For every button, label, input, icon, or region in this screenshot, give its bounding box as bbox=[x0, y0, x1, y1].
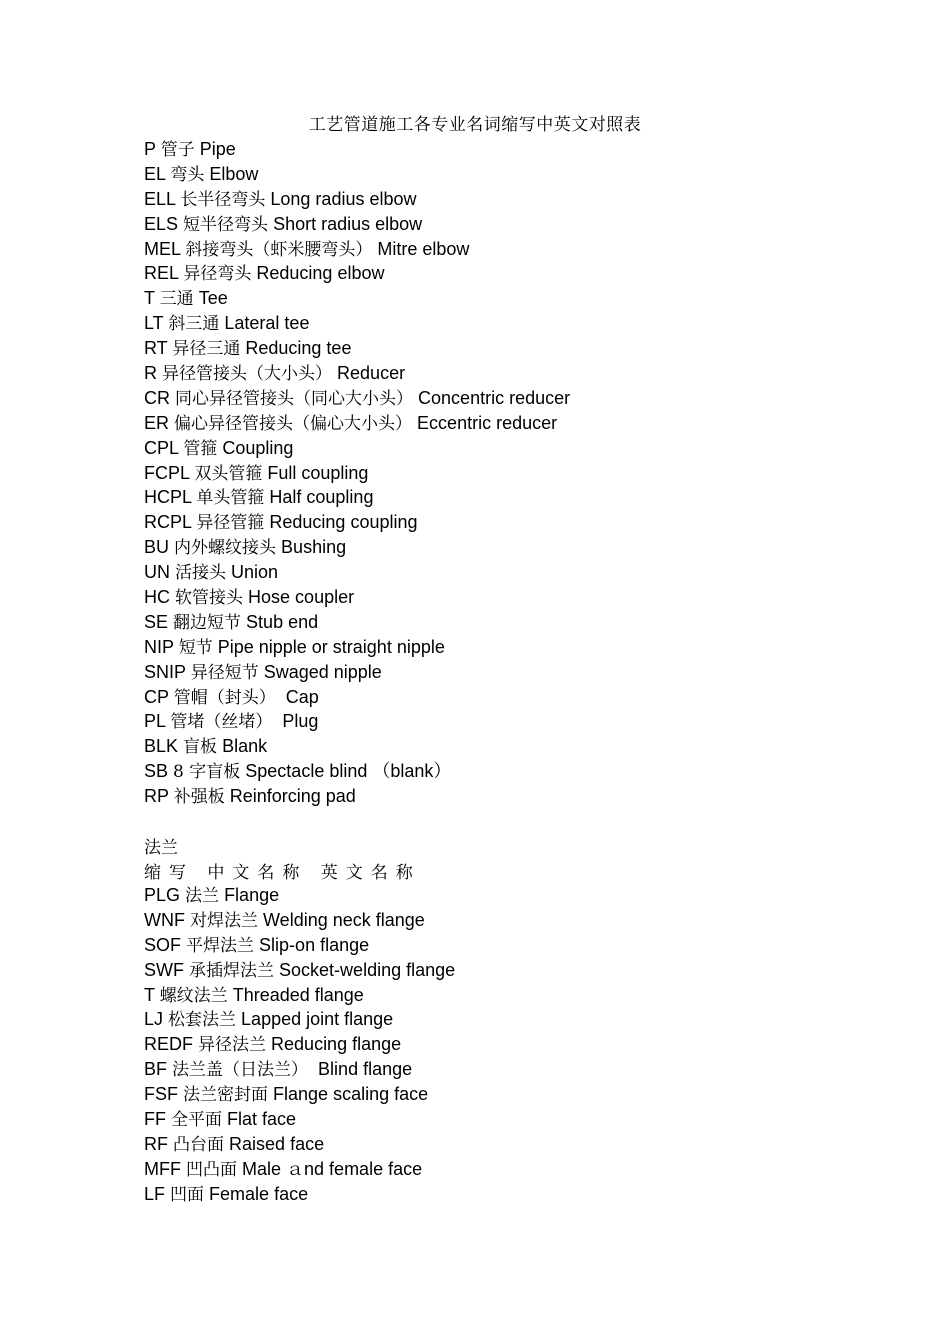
pipe-fittings-list bbox=[144, 137, 570, 809]
term-english-name: Pipe nipple or straight nipple bbox=[217, 636, 445, 657]
term-abbreviation: UN bbox=[144, 562, 170, 583]
term-abbreviation: REL bbox=[144, 263, 179, 284]
term-chinese-name: 管堵（丝堵） bbox=[170, 712, 273, 733]
term-abbreviation: T bbox=[144, 984, 155, 1005]
term-entry bbox=[144, 411, 570, 436]
term-english-name: Union bbox=[231, 562, 279, 583]
term-chinese-name: 短节 bbox=[178, 637, 213, 658]
term-abbreviation: EL bbox=[144, 163, 166, 184]
term-english-name: Coupling bbox=[222, 437, 294, 458]
term-entry bbox=[144, 883, 455, 908]
term-entry bbox=[144, 1107, 455, 1132]
term-english-name: Cap bbox=[280, 686, 319, 707]
term-entry bbox=[144, 635, 570, 660]
term-english-name: Male ａnd female face bbox=[242, 1158, 423, 1179]
term-english-name: Half coupling bbox=[269, 487, 374, 508]
term-abbreviation: NIP bbox=[144, 636, 174, 657]
term-entry bbox=[144, 734, 570, 759]
term-abbreviation: CP bbox=[144, 686, 169, 707]
term-entry bbox=[144, 212, 570, 237]
term-chinese-name: 双头管箍 bbox=[194, 463, 263, 484]
term-abbreviation: MFF bbox=[144, 1158, 181, 1179]
term-chinese-name: 承插焊法兰 bbox=[189, 960, 275, 981]
term-chinese-name: 管帽（封头） bbox=[173, 687, 276, 708]
term-english-name: Tee bbox=[198, 288, 228, 309]
term-entry bbox=[144, 983, 455, 1008]
term-abbreviation: R bbox=[144, 363, 157, 384]
term-entry bbox=[144, 1007, 455, 1032]
term-entry bbox=[144, 1132, 455, 1157]
term-abbreviation: SB bbox=[144, 761, 169, 782]
term-entry bbox=[144, 660, 570, 685]
term-chinese-name: 活接头 bbox=[175, 563, 227, 584]
term-chinese-name: 全平面 bbox=[171, 1110, 223, 1131]
term-abbreviation: RP bbox=[144, 786, 169, 807]
term-chinese-name: 法兰密封面 bbox=[183, 1085, 269, 1106]
term-abbreviation: PLG bbox=[144, 885, 181, 905]
term-entry bbox=[144, 933, 455, 958]
term-english-name: Reinforcing pad bbox=[229, 786, 356, 807]
term-abbreviation: PL bbox=[144, 711, 166, 732]
term-entry bbox=[144, 311, 570, 336]
term-entry bbox=[144, 361, 570, 386]
term-english-name: Blind flange bbox=[313, 1059, 413, 1080]
term-chinese-name: 补强板 bbox=[173, 787, 225, 808]
term-english-name: Short radius elbow bbox=[273, 213, 423, 234]
term-abbreviation: REDF bbox=[144, 1034, 193, 1055]
term-chinese-name: 异径管接头（大小头） bbox=[162, 364, 333, 385]
term-entry bbox=[144, 958, 455, 983]
term-entry bbox=[144, 1157, 455, 1182]
term-chinese-name: 凹凸面 bbox=[186, 1159, 237, 1180]
term-english-name: Flange scaling face bbox=[273, 1084, 429, 1105]
term-abbreviation: HCPL bbox=[144, 487, 192, 508]
term-english-name: Welding neck flange bbox=[263, 909, 425, 930]
term-english-name: Stub end bbox=[246, 611, 319, 632]
term-chinese-name: 松套法兰 bbox=[168, 1010, 237, 1031]
term-chinese-name: 三通 bbox=[159, 289, 194, 310]
flange-column-headers: 缩写 中文名称 英文名称 bbox=[144, 863, 421, 883]
document-title: 工艺管道施工各专业名词缩写中英文对照表 bbox=[308, 115, 642, 135]
term-abbreviation: CR bbox=[144, 387, 170, 408]
term-chinese-name: 异径法兰 bbox=[198, 1035, 267, 1056]
flange-section-heading: 法兰 bbox=[144, 838, 178, 858]
term-entry bbox=[144, 709, 570, 734]
term-entry bbox=[144, 610, 570, 635]
term-chinese-name: 对焊法兰 bbox=[190, 910, 258, 931]
term-english-name: Flat face bbox=[227, 1109, 297, 1130]
term-english-name: Concentric reducer bbox=[418, 387, 571, 408]
term-abbreviation: MEL bbox=[144, 238, 181, 259]
term-abbreviation: T bbox=[144, 288, 155, 309]
term-entry bbox=[144, 436, 570, 461]
term-abbreviation: HC bbox=[144, 587, 170, 608]
term-chinese-name: 翻边短节 bbox=[173, 612, 242, 633]
term-chinese-name: 盲板 bbox=[183, 737, 218, 758]
term-abbreviation: BF bbox=[144, 1059, 168, 1080]
term-entry bbox=[144, 286, 570, 311]
term-english-name: Spectacle blind （blank） bbox=[245, 761, 452, 782]
term-abbreviation: CPL bbox=[144, 437, 179, 458]
term-english-name: Pipe bbox=[199, 139, 236, 159]
term-english-name: Hose coupler bbox=[248, 587, 355, 608]
term-abbreviation: ELS bbox=[144, 213, 179, 234]
flange-list bbox=[144, 883, 455, 1207]
term-english-name: Mitre elbow bbox=[377, 238, 470, 259]
term-entry bbox=[144, 485, 570, 510]
term-chinese-name: 短半径弯头 bbox=[183, 214, 269, 235]
term-chinese-name: 软管接头 bbox=[175, 588, 244, 609]
term-abbreviation: RF bbox=[144, 1133, 168, 1154]
term-chinese-name: 弯头 bbox=[170, 164, 205, 185]
term-chinese-name: 偏心异径管接头（偏心大小头） bbox=[174, 413, 413, 434]
term-chinese-name: 异径三通 bbox=[172, 339, 241, 360]
term-entry bbox=[144, 1082, 455, 1107]
term-entry bbox=[144, 784, 570, 809]
term-english-name: Reducing tee bbox=[245, 338, 352, 359]
term-entry bbox=[144, 336, 570, 361]
term-chinese-name: 法兰 bbox=[185, 886, 220, 906]
term-chinese-name: 管箍 bbox=[183, 438, 218, 459]
term-chinese-name: 平焊法兰 bbox=[186, 935, 255, 956]
term-abbreviation: SNIP bbox=[144, 661, 186, 682]
term-abbreviation: ER bbox=[144, 412, 170, 433]
term-entry bbox=[144, 510, 570, 535]
term-entry bbox=[144, 685, 570, 710]
term-english-name: Eccentric reducer bbox=[417, 412, 558, 433]
term-english-name: Swaged nipple bbox=[263, 661, 382, 682]
term-abbreviation: RCPL bbox=[144, 512, 192, 533]
term-entry bbox=[144, 535, 570, 560]
term-abbreviation: FSF bbox=[144, 1084, 178, 1105]
term-chinese-name: 异径管箍 bbox=[196, 513, 265, 534]
term-entry bbox=[144, 461, 570, 486]
term-english-name: Long radius elbow bbox=[270, 188, 417, 209]
term-abbreviation: BLK bbox=[144, 736, 179, 757]
term-english-name: Lateral tee bbox=[224, 313, 310, 334]
term-abbreviation: LT bbox=[144, 313, 164, 334]
term-english-name: Reducing elbow bbox=[256, 263, 385, 284]
term-english-name: Elbow bbox=[209, 163, 259, 184]
term-english-name: Lapped joint flange bbox=[241, 1009, 394, 1030]
term-entry bbox=[144, 908, 455, 933]
term-chinese-name: 异径弯头 bbox=[183, 264, 252, 285]
term-chinese-name: 单头管箍 bbox=[196, 488, 265, 509]
term-english-name: Slip-on flange bbox=[259, 934, 370, 955]
term-abbreviation: P bbox=[144, 139, 156, 159]
term-abbreviation: SWF bbox=[144, 959, 184, 980]
term-english-name: Reducer bbox=[337, 363, 406, 384]
term-entry bbox=[144, 585, 570, 610]
term-chinese-name: 内外螺纹接头 bbox=[174, 538, 277, 559]
term-entry bbox=[144, 162, 570, 187]
term-chinese-name: 凸台面 bbox=[173, 1134, 225, 1155]
term-english-name: Flange bbox=[224, 885, 280, 905]
term-chinese-name: 同心异径管接头（同心大小头） bbox=[175, 388, 414, 409]
term-english-name: Socket-welding flange bbox=[279, 959, 456, 980]
term-chinese-name: 长半径弯头 bbox=[180, 189, 266, 210]
term-entry bbox=[144, 1057, 455, 1082]
term-chinese-name: 管子 bbox=[160, 140, 195, 160]
term-chinese-name: 8 字盲板 bbox=[173, 762, 241, 783]
term-entry bbox=[144, 560, 570, 585]
term-entry bbox=[144, 1032, 455, 1057]
term-entry bbox=[144, 261, 570, 286]
term-abbreviation: RT bbox=[144, 338, 168, 359]
term-entry bbox=[144, 137, 570, 162]
term-entry bbox=[144, 1182, 455, 1207]
term-abbreviation: LF bbox=[144, 1183, 166, 1204]
term-english-name: Full coupling bbox=[267, 462, 369, 483]
term-english-name: Reducing coupling bbox=[269, 512, 418, 533]
term-abbreviation: ELL bbox=[144, 188, 176, 209]
term-english-name: Blank bbox=[222, 736, 268, 757]
term-english-name: Female face bbox=[209, 1183, 309, 1204]
term-entry bbox=[144, 386, 570, 411]
term-abbreviation: FF bbox=[144, 1109, 166, 1130]
term-abbreviation: FCPL bbox=[144, 462, 190, 483]
term-english-name: Raised face bbox=[229, 1133, 325, 1154]
term-english-name: Bushing bbox=[281, 537, 347, 558]
term-abbreviation: SE bbox=[144, 611, 169, 632]
term-chinese-name: 凹面 bbox=[170, 1184, 205, 1205]
term-chinese-name: 斜三通 bbox=[168, 314, 220, 335]
term-chinese-name: 斜接弯头（虾米腰弯头） bbox=[185, 239, 373, 260]
term-entry bbox=[144, 759, 570, 784]
term-english-name: Reducing flange bbox=[271, 1034, 402, 1055]
term-english-name: Plug bbox=[277, 711, 319, 732]
term-entry bbox=[144, 187, 570, 212]
term-chinese-name: 异径短节 bbox=[190, 662, 259, 683]
term-abbreviation: SOF bbox=[144, 934, 182, 955]
term-abbreviation: LJ bbox=[144, 1009, 164, 1030]
term-english-name: Threaded flange bbox=[232, 984, 364, 1005]
term-abbreviation: WNF bbox=[144, 909, 185, 930]
term-chinese-name: 螺纹法兰 bbox=[159, 985, 228, 1006]
term-chinese-name: 法兰盖（日法兰） bbox=[172, 1060, 309, 1081]
term-abbreviation: BU bbox=[144, 537, 170, 558]
term-entry bbox=[144, 237, 570, 262]
